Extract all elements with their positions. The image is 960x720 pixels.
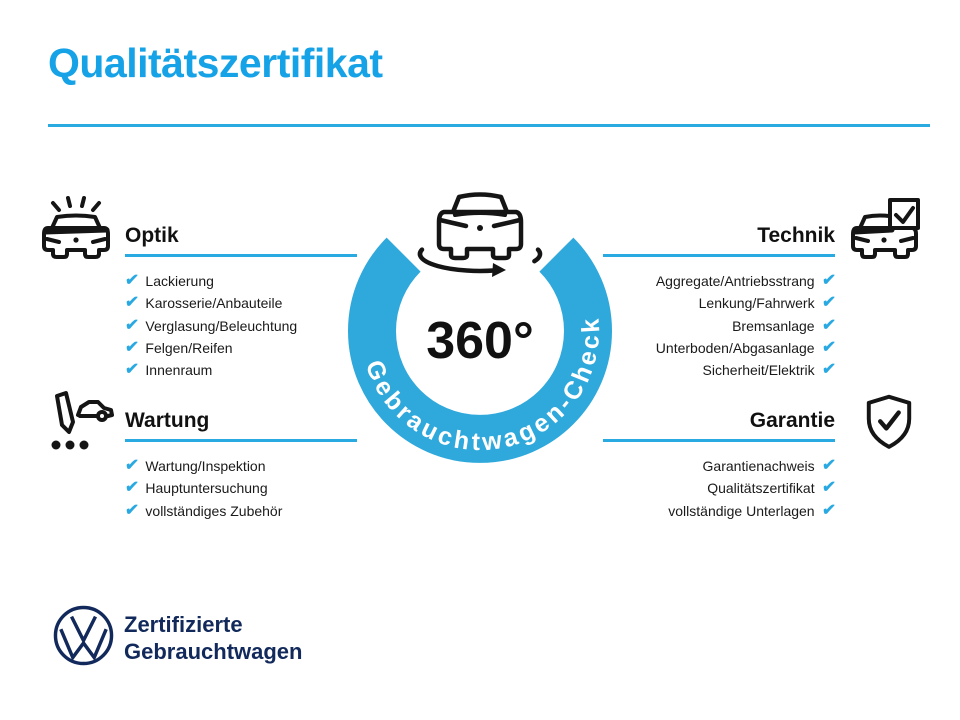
- section-title: Technik: [603, 224, 835, 257]
- check-item-label: Qualitätszertifikat: [707, 480, 815, 497]
- badge-value: 360°: [426, 312, 534, 370]
- car-shine-icon: [38, 194, 114, 266]
- check-item-label: Garantienachweis: [702, 458, 815, 475]
- check-icon: ✔: [124, 339, 140, 357]
- check-item: [603, 337, 835, 359]
- check-item-label: vollständiges Zubehör: [145, 502, 283, 519]
- check-item: [603, 477, 835, 499]
- check-icon: ✔: [124, 361, 140, 379]
- check-item-label: Aggregate/Antriebsstrang: [655, 273, 815, 290]
- check-icon: ✔: [820, 501, 836, 519]
- check-icon: ✔: [124, 457, 140, 475]
- check-item: [603, 292, 835, 314]
- car-checkbox-icon: [850, 196, 922, 266]
- vw-logo-icon: [52, 604, 115, 667]
- check-item-label: Bremsanlage: [732, 317, 815, 334]
- check-icon: ✔: [820, 294, 836, 312]
- check-item-label: Innenraum: [145, 362, 213, 379]
- section-technik: [603, 224, 835, 381]
- check-item: [603, 270, 835, 292]
- car-rotation-icon: [420, 195, 540, 278]
- check-item: [125, 315, 357, 337]
- section-title: Optik: [125, 224, 357, 257]
- check-icon: ✔: [124, 479, 140, 497]
- check-item: [603, 500, 835, 522]
- pencil-car-icon: [40, 388, 116, 460]
- 360-badge: [330, 168, 630, 473]
- section-title: Garantie: [603, 409, 835, 442]
- check-item: [603, 455, 835, 477]
- check-item-label: Hauptuntersuchung: [145, 480, 268, 497]
- ring-label: Gebrauchtwagen-Check: [359, 314, 606, 457]
- check-item: [125, 455, 357, 477]
- shield-check-icon: [860, 390, 918, 458]
- title-divider: [48, 124, 930, 127]
- check-item-label: Felgen/Reifen: [145, 340, 233, 357]
- footer-brand-text: [124, 611, 302, 665]
- check-item: [125, 337, 357, 359]
- check-item-label: Unterboden/Abgasanlage: [655, 340, 815, 357]
- check-item: [603, 359, 835, 381]
- footer-brand-line1: Zertifizierte: [124, 612, 243, 637]
- check-icon: ✔: [820, 272, 836, 290]
- check-item-label: Karosserie/Anbauteile: [145, 295, 283, 312]
- footer-brand-line2: Gebrauchtwagen: [124, 639, 303, 664]
- check-icon: ✔: [820, 316, 836, 334]
- check-icon: ✔: [124, 501, 140, 519]
- check-icon: ✔: [820, 339, 836, 357]
- check-item: [603, 315, 835, 337]
- check-item-label: Verglasung/Beleuchtung: [145, 317, 298, 334]
- section-wartung: [125, 409, 357, 522]
- check-item-label: Wartung/Inspektion: [145, 458, 266, 475]
- section-optik: [125, 224, 357, 381]
- check-item: [125, 359, 357, 381]
- check-icon: ✔: [124, 272, 140, 290]
- check-item-label: vollständige Unterlagen: [668, 502, 815, 519]
- section-title: Wartung: [125, 409, 357, 442]
- check-item-label: Lackierung: [145, 273, 214, 290]
- check-item: [125, 292, 357, 314]
- check-icon: ✔: [124, 294, 140, 312]
- check-icon: ✔: [820, 361, 836, 379]
- check-icon: ✔: [820, 457, 836, 475]
- check-item: [125, 270, 357, 292]
- check-item-label: Lenkung/Fahrwerk: [698, 295, 815, 312]
- check-item: [125, 500, 357, 522]
- check-icon: ✔: [124, 316, 140, 334]
- check-item-label: Sicherheit/Elektrik: [702, 362, 815, 379]
- page-title: Qualitätszertifikat: [48, 40, 383, 86]
- check-icon: ✔: [820, 479, 836, 497]
- check-item: [125, 477, 357, 499]
- section-garantie: [603, 409, 835, 522]
